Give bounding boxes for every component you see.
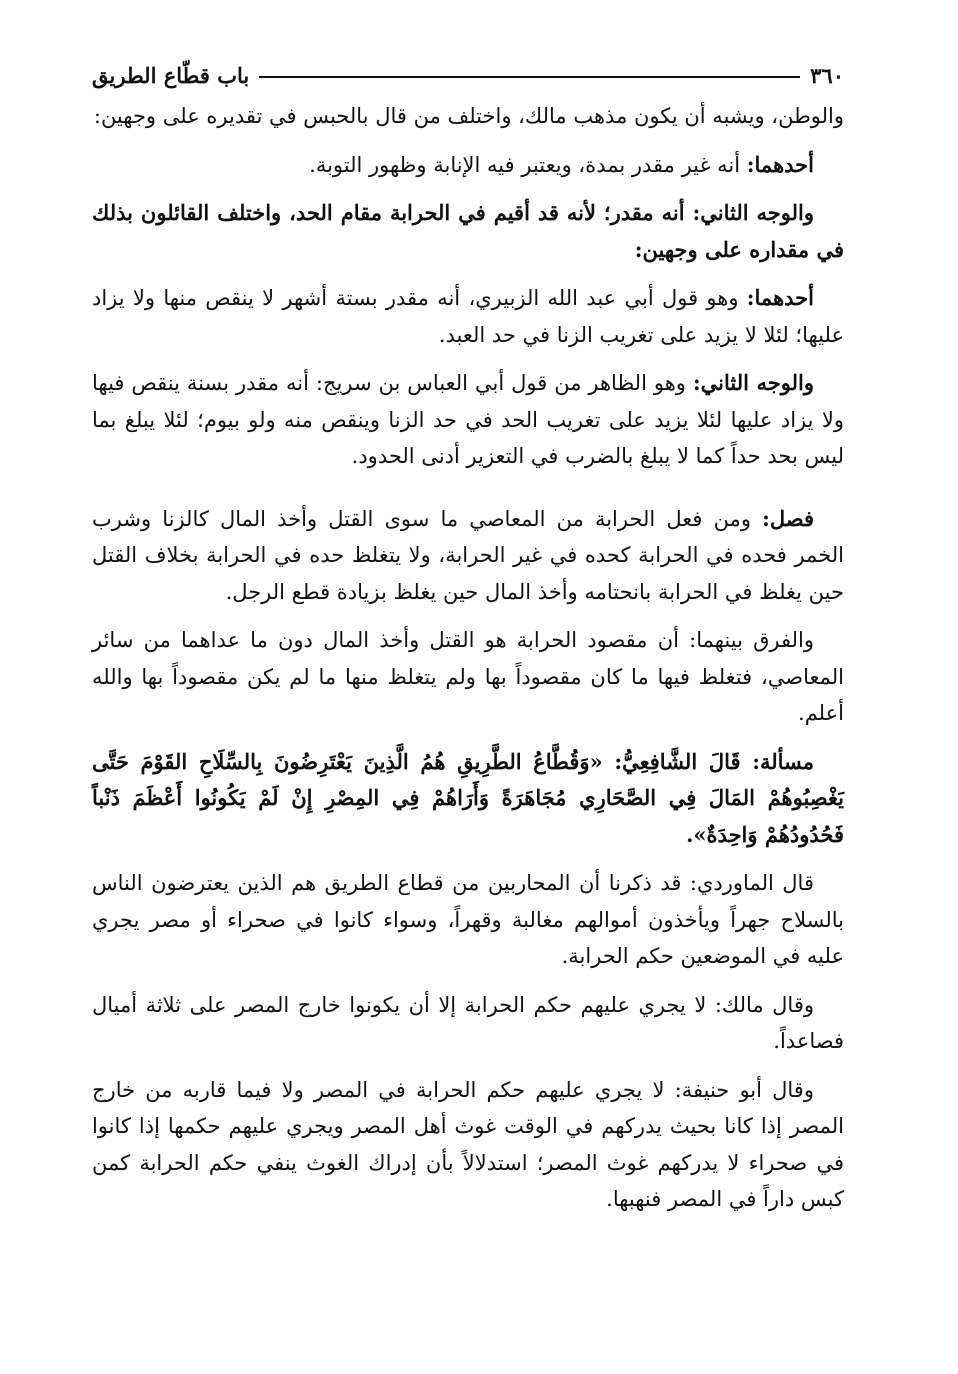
paragraph-lead: فصل: <box>762 505 814 531</box>
paragraph-text: والفرق بينهما: أن مقصود الحرابة هو القتل وأخذ المال دون ما عداهما من سائر المعاصي، فتغلظ فيها ما كان مقصوداً بها ولم يتغلظ منها ما لم يكن مقصوداً بها والله أعلم. <box>92 628 844 725</box>
chapter-title: باب قطّاع الطريق <box>92 62 250 88</box>
paragraph-lead: أحدهما: <box>746 285 814 310</box>
paragraph-second-view <box>92 195 844 268</box>
paragraph-text: وقال مالك: لا يجري عليهم حكم الحرابة إلا أن يكونوا خارج المصر على ثلاثة أميال فصاعداً. <box>92 992 844 1053</box>
paragraph-lead: والوجه الثاني: <box>692 370 815 395</box>
paragraph-continuation <box>92 98 844 135</box>
paragraph-text: ومن فعل الحرابة من المعاصي ما سوى القتل وأخذ المال كالزنا وشرب الخمر فحده في الحرابة كحده في غير الحرابة، ولا يتغلظ حده في الحرابة بخلاف القتل حين يغلظ في الحرابة بانحتامه وأخذ المال حين يغلظ بزيادة قطع الرجل. <box>92 506 844 604</box>
book-page <box>92 58 844 1230</box>
paragraph-text: وهو قول أبي عبد الله الزبيري، أنه مقدر بستة أشهر لا ينقص منها ولا يزاد عليها؛ لئلا لا يزيد على تغريب الزنا في حد العبد. <box>92 286 844 347</box>
paragraph-mawardi <box>92 865 844 975</box>
section-gap <box>92 487 844 501</box>
page-number: ٣٦٠ <box>810 62 844 88</box>
paragraph-masala <box>92 744 844 854</box>
paragraph-text: «وَقُطَّاعُ الطَّرِيقِ هُمُ الَّذِينَ يَعْتَرِضُونَ بِالسِّلَاحِ القَوْمَ حَتَّى يَغْصِبُوهُمْ المَالَ فِي الصَّحَارِي مُجَاهَرَةً وَأَرَاهُمْ فِي المِصْرِ إِنْ لَمْ يَكُونُوا أَعْظَمَ ذَنْباً فَحُدُودُهُمْ وَاحِدَةٌ». <box>92 748 844 847</box>
paragraph-text: أنه مقدر؛ لأنه قد أقيم في الحرابة مقام الحد، واختلف القائلون بذلك في مقداره على وجهين: <box>92 200 844 262</box>
paragraph-abu-hanifa <box>92 1072 844 1218</box>
paragraph-first-view <box>92 147 844 184</box>
paragraph-lead: والوجه الثاني: <box>692 200 814 225</box>
paragraph-text: وقال أبو حنيفة: لا يجري عليهم حكم الحرابة في المصر ولا فيما قاربه من خارج المصر إذا كانا بحيث يدركهم في الوقت غوث أهل المصر ويجري عليهم حكمها إذا كانوا في صحراء لا يدركهم غوث المصر؛ استدلالاً بأن إدراك الغوث ينفي حكم الحرابة كمن كبس داراً في المصر فنهبها. <box>92 1077 844 1211</box>
paragraph-sub-first-view <box>92 280 844 353</box>
paragraph-text: قال الماوردي: قد ذكرنا أن المحاربين من قطاع الطريق هم الذين يعترضون الناس بالسلاح جهراً ويأخذون أموالهم مغالبة وقهراً، وسواء كانوا في صحراء أو مصر يجري عليه في الموضعين حكم الحرابة. <box>92 871 844 968</box>
header-rule <box>259 76 800 78</box>
page-header <box>92 58 844 92</box>
paragraph-section-fasl <box>92 501 844 611</box>
paragraph-malik <box>92 987 844 1060</box>
paragraph-text: والوطن، ويشبه أن يكون مذهب مالك، واختلف من قال بالحبس في تقديره على وجهين: <box>93 104 844 128</box>
paragraph-lead: أحدهما: <box>746 151 814 177</box>
paragraph-difference <box>92 622 844 732</box>
paragraph-text: وهو الظاهر من قول أبي العباس بن سريج: أنه مقدر بسنة ينقص فيها ولا يزاد عليها لئلا يزيد على تغريب الحد في حد الزنا وينقص منه ولو بيوم؛ لئلا يبلغ بما ليس بحد حداً كما لا يبلغ بالضرب في التعزير أدنى الحدود. <box>92 371 844 468</box>
paragraph-sub-second-view <box>92 365 844 475</box>
paragraph-text: أنه غير مقدر بمدة، ويعتبر فيه الإنابة وظهور التوبة. <box>309 152 747 177</box>
paragraph-lead: مسألة: قَالَ الشَّافِعِيُّ: <box>614 748 814 774</box>
